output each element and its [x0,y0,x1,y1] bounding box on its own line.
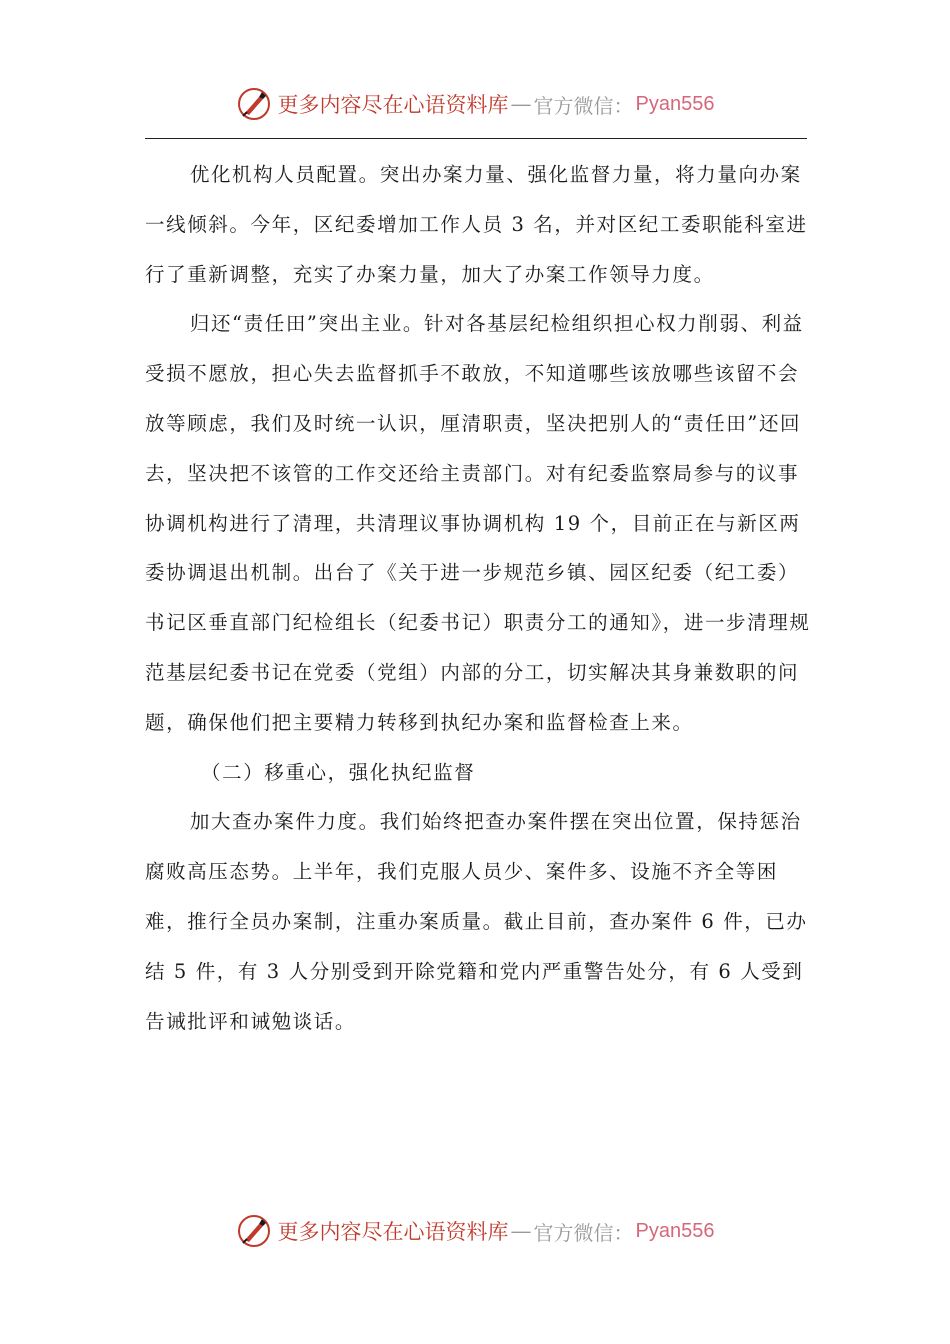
section-heading: （二）移重心，强化执纪监督 [201,760,476,784]
watermark-wechat-id: Pyan556 [635,1219,715,1242]
document-body [145,150,813,1046]
watermark-wechat-id: Pyan556 [635,92,715,115]
paragraph-responsibility: 归还“责任田”突出主业。针对各基层纪检组织担心权力削弱、利益受损不愿放，担心失去监督抓手不敢放，不知道哪些该放哪些该留不会放等顾虑，我们及时统一认识，厘清职责，坚决把别人的“责任田”还回去，坚决把不该管的工作交还给主责部门。对有纪委监察局参与的议事协调机构进行了清理，共清理议事协调机构 19 个，目前正在与新区两委协调退出机制。出台了《关于进一步规范乡镇、园区纪委（纪工委）书记区垂直部门纪检组长（纪委书记）职责分工的通知》，进一步清理规范基层纪委书记在党委（党组）内部的分工，切实解决其身兼数职的问题，确保他们把主要精力转移到执纪办案和监督检查上来。 [145,312,811,734]
paragraph-case-handling: 加大查办案件力度。我们始终把查办案件摆在突出位置，保持惩治腐败高压态势。上半年，我们克服人员少、案件多、设施不齐全等困难，推行全员办案制，注重办案质量。截止目前，查办案件 6 件，已办结 5 件，有 3 人分别受到开除党籍和党内严重警告处分，有 6 人受到告诫批评和诫勉谈话。 [145,810,808,1033]
paragraph-staffing: 优化机构人员配置。突出办案力量、强化监督力量，将力量向办案一线倾斜。今年，区纪委增加工作人员 3 名，并对区纪工委职能科室进行了重新调整，充实了办案力量，加大了办案工作领导力度。 [145,163,808,286]
watermark-separator: — [510,1219,532,1243]
watermark-wechat-label: 官方微信： [533,1220,634,1245]
watermark-wechat-label: 官方微信： [533,93,634,118]
watermark-text: 更多内容尽在心语资料库 [277,93,509,117]
footer-watermark [0,1211,950,1251]
pen-nib-logo-icon [236,1213,272,1249]
pen-nib-logo-icon [236,86,272,122]
header-watermark [0,84,950,124]
watermark-separator: — [510,92,532,116]
header-divider [145,138,807,139]
watermark-text: 更多内容尽在心语资料库 [277,1220,509,1244]
